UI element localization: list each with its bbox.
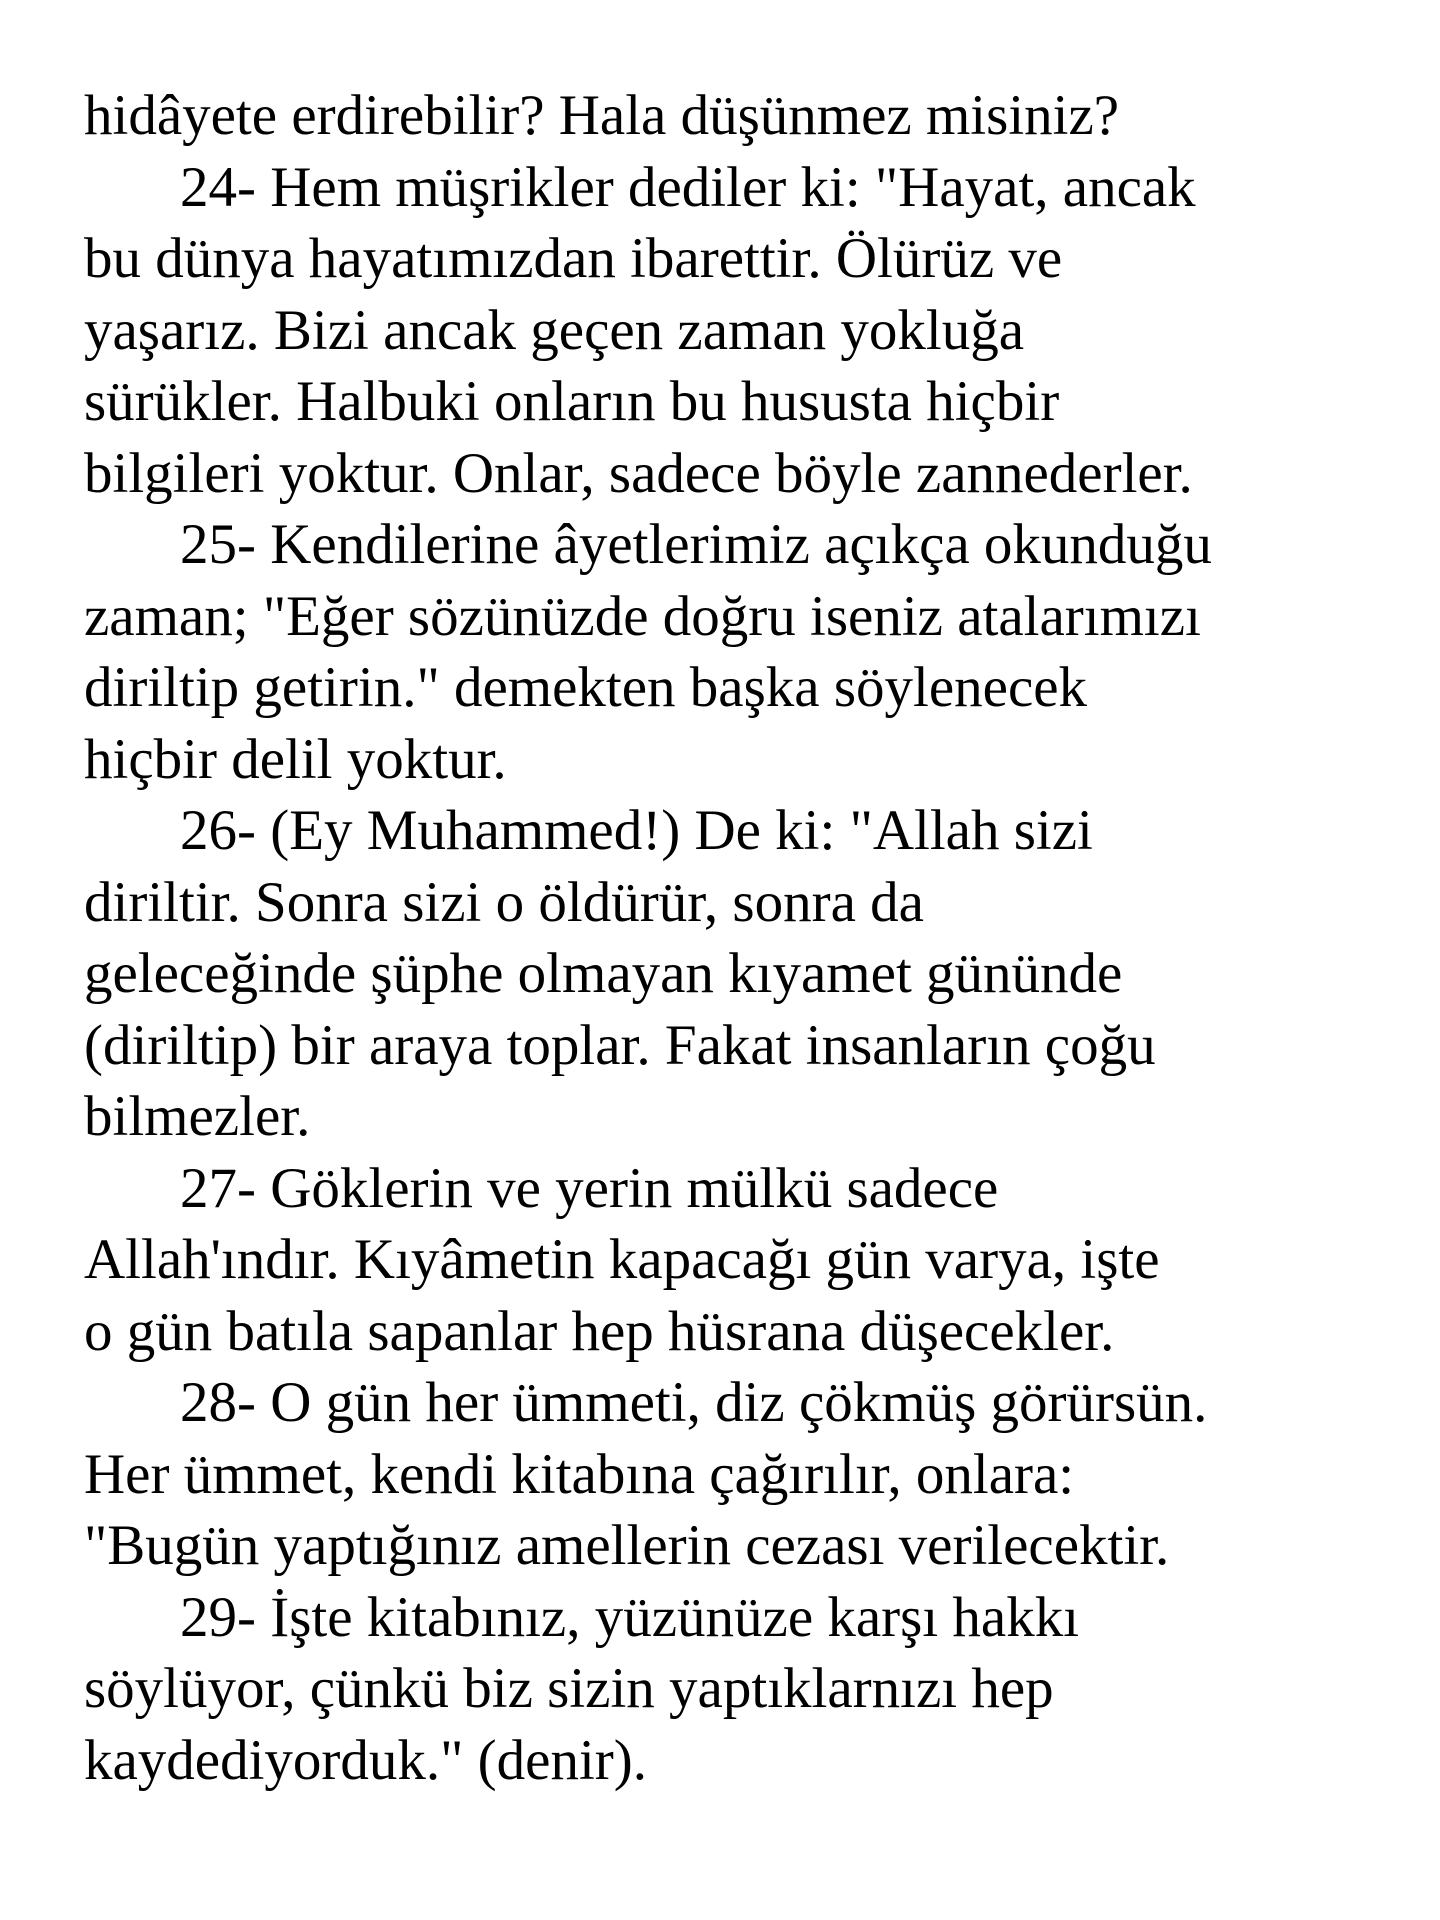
text-line-5: sürükler. Halbuki onların bu hususta hiçbir	[84, 370, 1060, 433]
text-line-23: söylüyor, çünkü biz sizin yaptıklarnızı hep	[84, 1657, 1054, 1720]
text-line-12: diriltir. Sonra sizi o öldürür, sonra da	[84, 870, 924, 934]
text-line-14: (diriltip) bir araya toplar. Fakat insanların çoğu	[84, 1013, 1156, 1077]
text-line-20: Her ümmet, kendi kitabına çağırılır, onlara:	[84, 1442, 1075, 1506]
text-line-3: bu dünya hayatımızdan ibarettir. Ölürüz ve	[84, 227, 1063, 290]
text-line-6: bilgileri yoktur. Onlar, sadece böyle zannederler.	[84, 441, 1193, 505]
verse-25-start: 25- Kendilerine âyetlerimiz açıkça okunduğu	[180, 513, 1212, 576]
verse-26-start: 26- (Ey Muhammed!) De ki: "Allah sizi	[180, 799, 1093, 862]
text-line-9: diriltip getirin." demekten başka söylenecek	[84, 656, 1088, 719]
body-text	[84, 80, 1424, 1796]
text-line-15: bilmezler.	[84, 1085, 311, 1148]
verse-27-start: 27- Göklerin ve yerin mülkü sadece	[180, 1156, 999, 1220]
text-line-4: yaşarız. Bizi ancak geçen zaman yokluğa	[84, 298, 1025, 362]
text-line-1: hidâyete erdirebilir? Hala düşünmez misiniz?	[84, 84, 1120, 147]
text-line-10: hiçbir delil yoktur.	[84, 727, 507, 791]
text-line-13: geleceğinde şüphe olmayan kıyamet gününde	[84, 942, 1123, 1005]
verse-28-start: 28- O gün her ümmeti, diz çökmüş görürsün.	[180, 1371, 1208, 1434]
text-line-18: o gün batıla sapanlar hep hüsrana düşecekler.	[84, 1299, 1115, 1363]
verse-24-start: 24- Hem müşrikler dediler ki: "Hayat, ancak	[180, 155, 1196, 219]
verse-29-start: 29- İşte kitabınız, yüzünüze karşı hakkı	[180, 1585, 1080, 1649]
text-line-17: Allah'ındır. Kıyâmetin kapacağı gün varya, işte	[84, 1228, 1160, 1291]
text-line-8: zaman; "Eğer sözünüzde doğru iseniz atalarımızı	[84, 584, 1201, 648]
text-line-21: "Bugün yaptığınız amellerin cezası verilecektir.	[84, 1514, 1170, 1577]
text-line-24: kaydediyorduk." (denir).	[84, 1728, 648, 1792]
